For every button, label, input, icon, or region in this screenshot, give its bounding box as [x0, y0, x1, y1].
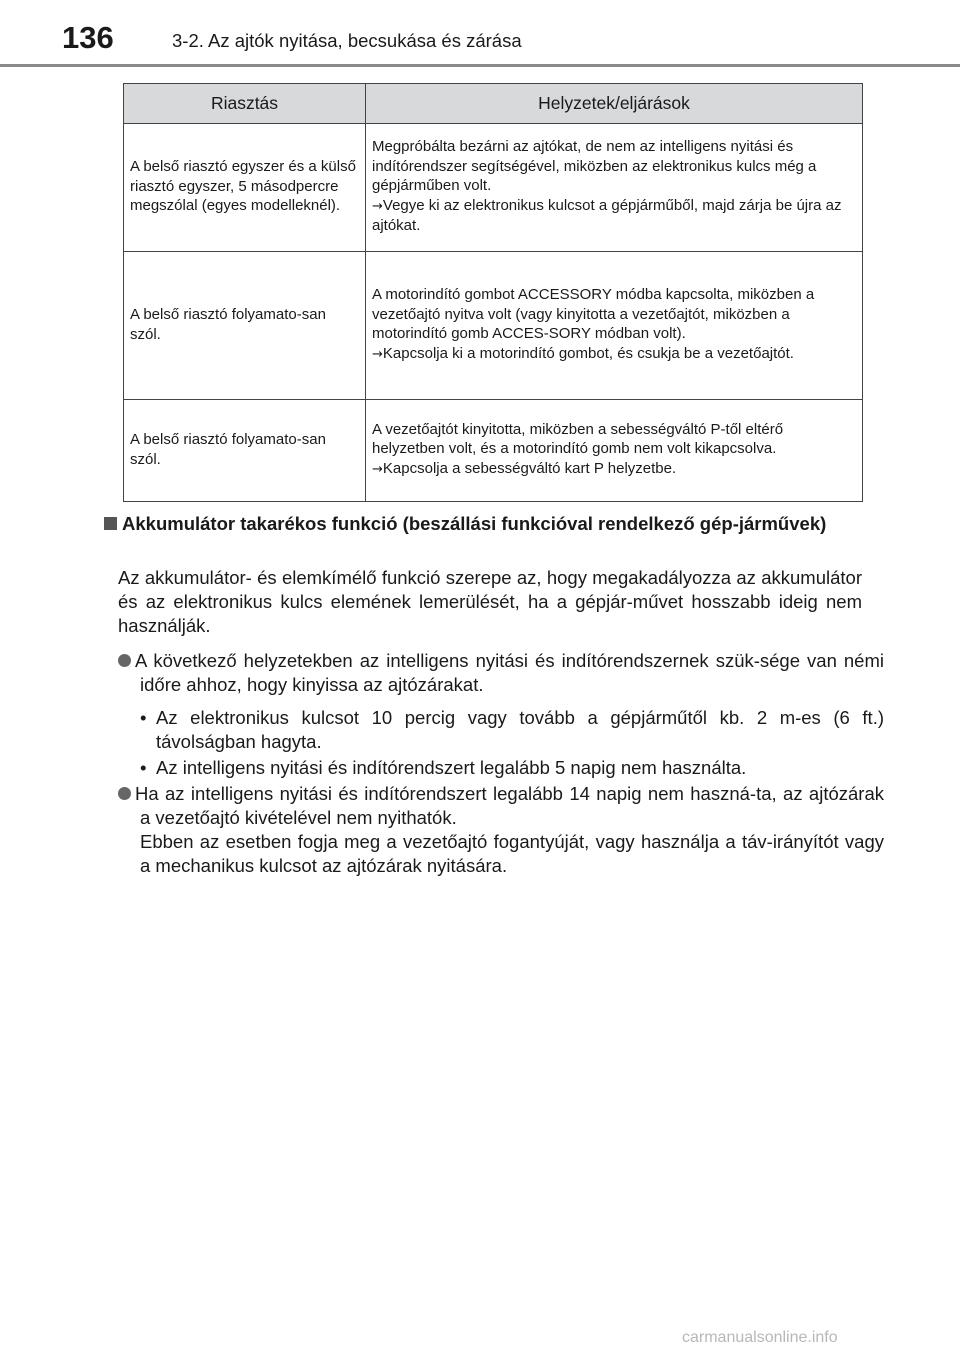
bullet-item: [118, 649, 884, 697]
bullet-item: [118, 782, 884, 878]
situation-cell: [366, 400, 863, 502]
procedure-text: Kapcsolja a sebességváltó kart P helyzetbe.: [382, 459, 677, 477]
arrow-right-icon: →: [372, 461, 383, 477]
procedure-text: Vegye ki az elektronikus kulcsot a gépjárműből, majd zárja be újra az ajtókat.: [372, 196, 842, 235]
section-heading: [104, 512, 886, 536]
procedure-line: [372, 344, 856, 365]
situation-text: A vezetőajtót kinyitotta, miközben a sebességváltó P-től eltérő helyzetben volt, és a motorindító gomb nem volt kikapcsolva.: [372, 420, 784, 458]
arrow-right-icon: →: [372, 346, 383, 362]
sub-list-item: [134, 756, 884, 780]
bullet-continuation: Ebben az esetben fogja meg a vezetőajtó fogantyúját, vagy használja a táv-irányítót vagy a mechanikus kulcsot az ajtózárak nyitására.: [140, 831, 884, 876]
header-rule: [0, 64, 960, 67]
table-row: [124, 124, 863, 252]
bullet-text: A következő helyzetekben az intelligens nyitási és indítórendszernek szük-sége van némi időre ahhoz, hogy kinyissa az ajtózárakat.: [135, 650, 884, 695]
table-header-row: [124, 84, 863, 124]
table-row: [124, 252, 863, 400]
procedure-text: Kapcsolja ki a motorindító gombot, és csukja be a vezetőajtót.: [382, 344, 794, 362]
situation-cell: [366, 252, 863, 400]
circle-bullet-icon: [118, 787, 131, 800]
page-header: [0, 0, 960, 66]
watermark: carmanualsonline.info: [682, 1329, 838, 1346]
intro-paragraph: Az akkumulátor- és elemkímélő funkció szerepe az, hogy megakadályozza az akkumulátor és az elektronikus kulcs elemének lemerülését, ha a gépjár-művet hosszabb ideig nem használják.: [118, 567, 862, 636]
section-heading-text: Akkumulátor takarékos funkció (beszállási funkcióval rendelkező gép-járművek): [122, 513, 827, 534]
alarm-cell: A belső riasztó folyamato-san szól.: [124, 252, 366, 400]
procedure-line: [372, 459, 856, 480]
sub-item-text: Az elektronikus kulcsot 10 percig vagy tovább a gépjárműtől kb. 2 m-es (6 ft.) távolságban hagyta.: [156, 707, 884, 752]
bullet-text: Ha az intelligens nyitási és indítórendszert legalább 14 napig nem haszná-ta, az ajtózárak a vezetőajtó kivételével nem nyithatók.: [135, 783, 884, 828]
circle-bullet-icon: [118, 654, 131, 667]
chapter-title: 3-2. Az ajtók nyitása, becsukása és zárása: [172, 30, 522, 51]
page-number: 136: [62, 20, 114, 55]
column-header-situation: Helyzetek/eljárások: [366, 84, 863, 124]
alarm-cell: A belső riasztó egyszer és a külső riasztó egyszer, 5 másodpercre megszólal (egyes modelleknél).: [124, 124, 366, 252]
square-bullet-icon: [104, 517, 117, 530]
situation-cell: [366, 124, 863, 252]
dot-bullet-icon: •: [140, 707, 147, 728]
table-row: [124, 400, 863, 502]
alarm-cell: A belső riasztó folyamato-san szól.: [124, 400, 366, 502]
situation-text: Megpróbálta bezárni az ajtókat, de nem az intelligens nyitási és indítórendszer segítségével, miközben az elektronikus kulcs még a gépjárműben volt.: [372, 138, 817, 195]
sub-list-item: [134, 706, 884, 754]
arrow-right-icon: →: [372, 198, 383, 214]
column-header-alarm: Riasztás: [124, 84, 366, 124]
dot-bullet-icon: •: [140, 757, 147, 778]
procedure-line: [372, 196, 856, 236]
situation-text: A motorindító gombot ACCESSORY módba kapcsolta, miközben a vezetőajtó nyitva volt (vagy kinyitotta a vezetőajtót, miközben a motorindító gomb ACCES-SORY módban volt).: [372, 286, 815, 342]
alarm-table: [123, 83, 863, 502]
sub-item-text: Az intelligens nyitási és indítórendszert legalább 5 napig nem használta.: [156, 757, 747, 778]
